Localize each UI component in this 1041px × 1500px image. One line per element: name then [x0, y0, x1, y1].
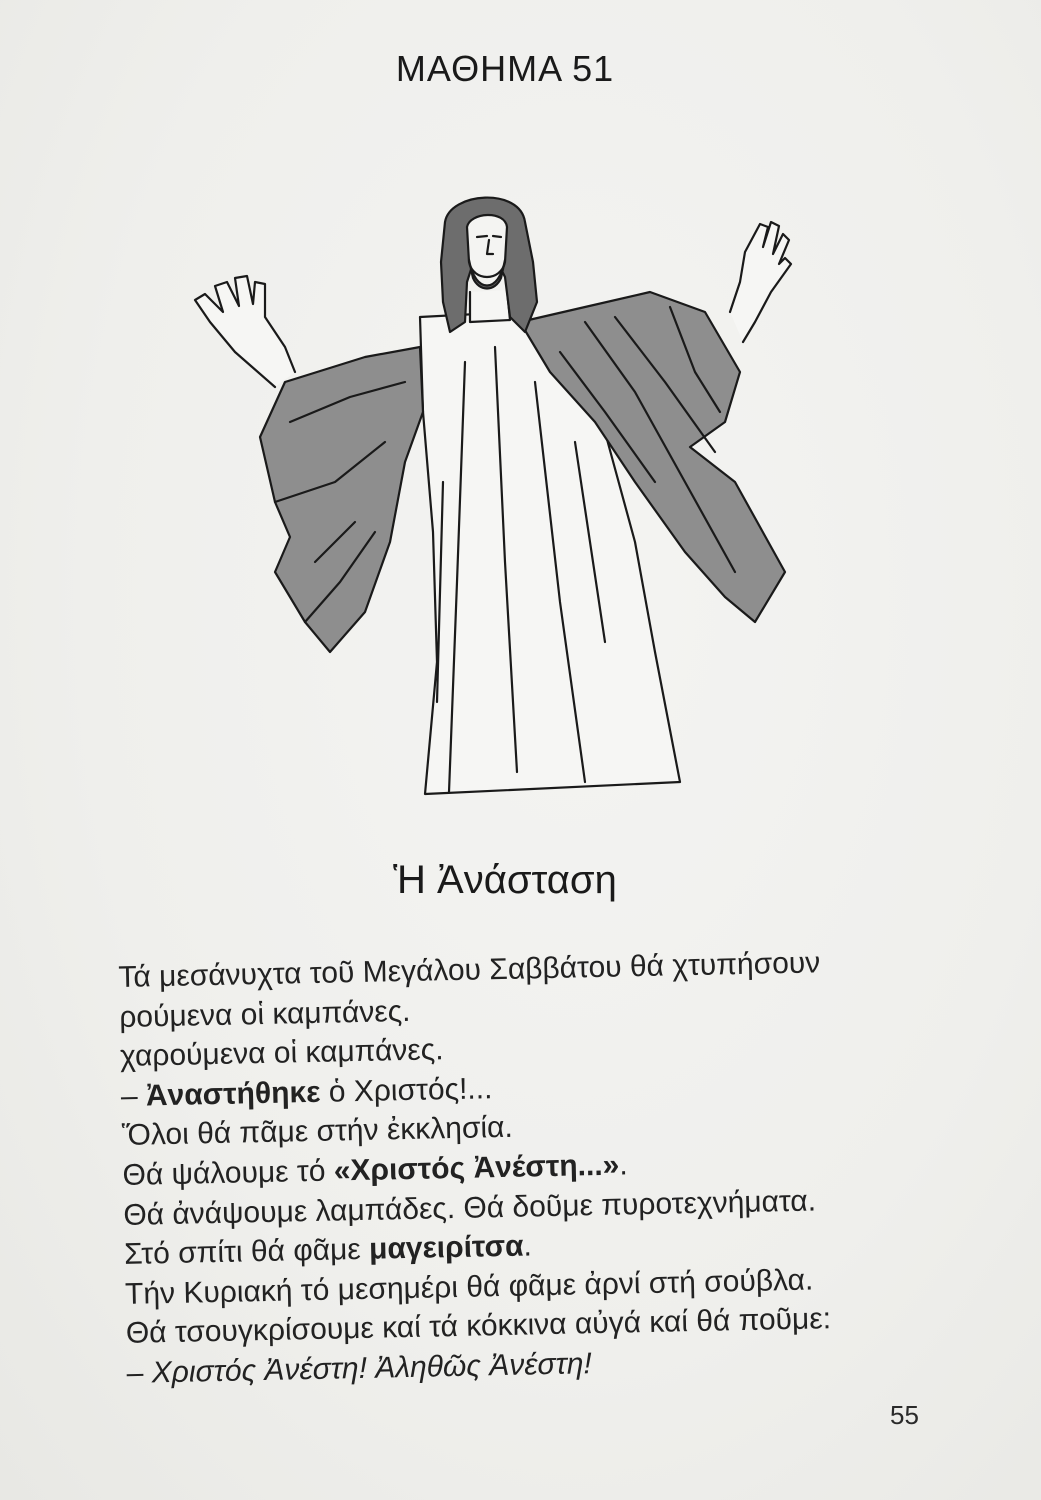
body-text-segment: Ὅλοι θά πᾶμε στήν ἐκκλησία. — [121, 1111, 514, 1153]
body-text-segment: ρούμενα οἱ καμπάνες. — [118, 994, 411, 1034]
emphasized-text: Ἀναστήθηκε — [145, 1075, 321, 1113]
body-text-segment: – — [126, 1356, 153, 1390]
body-text-segment: Τά μεσάνυχτα τοῦ Μεγάλου Σαββάτου θά χτυπήσουν — [118, 946, 821, 994]
body-text-segment: Θά ἀνάψουμε λαμπάδες. Θά δοῦμε πυροτεχνήματα. — [123, 1184, 817, 1232]
lesson-heading: ΜΑΘΗΜΑ 51 — [395, 48, 615, 89]
risen-christ-drawing — [165, 182, 805, 822]
lesson-body-text — [118, 940, 967, 1393]
body-text-segment: Τήν Κυριακή τό μεσημέρι θά φᾶμε ἀρνί στή σούβλα. — [124, 1263, 814, 1311]
body-text-segment: . — [523, 1229, 533, 1263]
risen-christ-illustration — [165, 182, 805, 822]
body-text-segment: Θά τσουγκρίσουμε καί τά κόκκινα αὐγά καί θά ποῦμε: — [125, 1302, 832, 1351]
body-text-segment: . — [618, 1148, 628, 1182]
body-text-segment: Στό σπίτι θά φᾶμε — [123, 1232, 370, 1272]
body-text-segment: Θά ψάλουμε τό — [122, 1154, 335, 1192]
body-text-segment: χαρούμενα οἱ καμπάνες. — [119, 1033, 444, 1074]
emphasized-text: μαγειρίτσα — [368, 1229, 524, 1266]
emphasized-text: «Χριστός Ἀνέστη...» — [333, 1148, 620, 1188]
page-number: 55 — [890, 1400, 919, 1430]
body-text-segment: – — [120, 1079, 147, 1113]
italic-text: Χριστός Ἀνέστη! Ἀληθῶς Ἀνέστη! — [151, 1347, 593, 1390]
lesson-title: Ἡ Ἀνάσταση — [393, 858, 617, 902]
body-text-segment: ὁ Χριστός!... — [320, 1071, 493, 1109]
